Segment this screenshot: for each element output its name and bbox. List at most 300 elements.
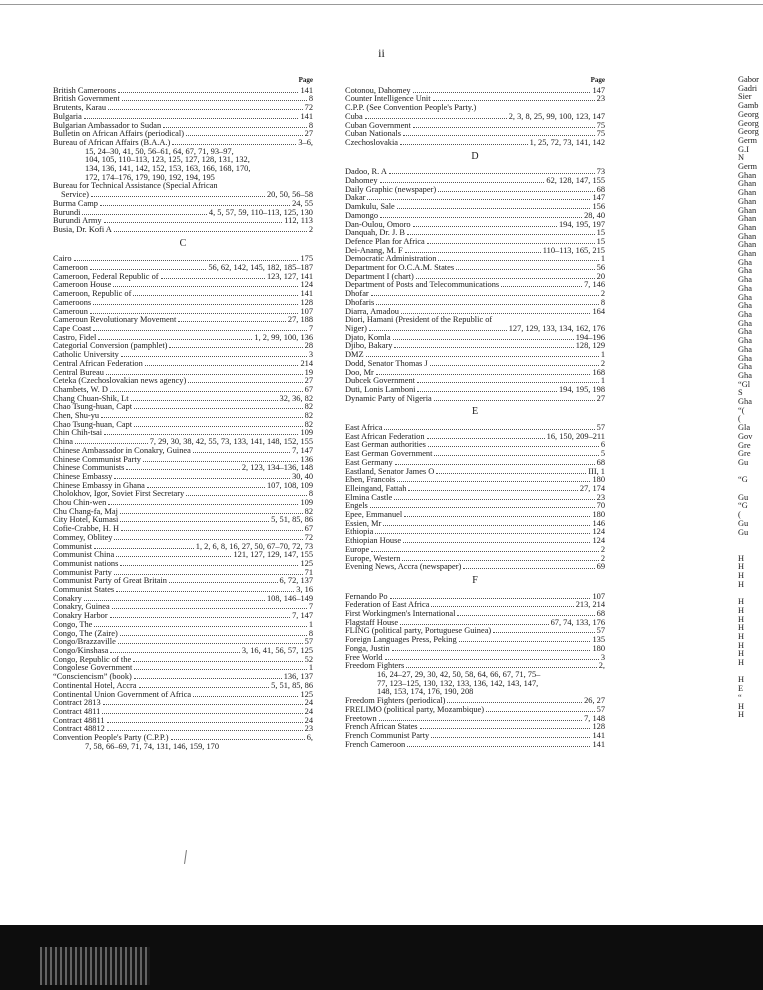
cropped-index-text: Gha	[738, 283, 752, 293]
top-rule	[0, 4, 763, 5]
dot-leader	[134, 669, 306, 670]
index-entry-name: Epee, Emmanuel	[345, 510, 403, 520]
cropped-index-text: Gha	[738, 370, 752, 380]
dot-leader	[163, 127, 307, 128]
index-entry-name: Cairo	[53, 254, 72, 264]
dot-leader	[416, 278, 595, 279]
cropped-index-text: H	[738, 605, 745, 615]
index-entry-pages: 109	[300, 498, 313, 508]
dot-leader	[407, 234, 595, 235]
cropped-index-text: Gu	[738, 457, 749, 467]
index-entry-pages: 16, 150, 209–211	[546, 431, 605, 441]
index-entry-pages: 72	[304, 103, 313, 113]
index-entry-name: Catholic University	[53, 350, 119, 360]
index-entry-name: Bulgaria	[53, 111, 82, 121]
index-entry-pages: 4, 5, 57, 59, 110–113, 125, 130	[208, 207, 313, 217]
index-entry-name: Freetown	[345, 713, 377, 723]
index-entry-pages: 175	[300, 254, 313, 264]
dot-leader	[456, 269, 595, 270]
dot-leader	[392, 650, 591, 651]
cropped-index-text: Germ	[738, 162, 758, 172]
index-entry-pages: 6, 72, 137	[279, 576, 313, 586]
index-entry-pages: 7	[308, 323, 313, 333]
index-entry-pages: 71	[304, 567, 313, 577]
index-entry-pages: 8	[308, 94, 313, 104]
index-entry-pages: 125	[300, 689, 313, 699]
index-entry-pages: 67	[304, 524, 313, 534]
dot-leader	[385, 659, 599, 660]
index-entry-pages: 69	[596, 562, 605, 572]
index-entry-pages: 2	[600, 358, 605, 368]
cropped-index-text: Ghan	[738, 179, 757, 189]
index-entry-pages: 15	[596, 236, 605, 246]
dot-leader	[413, 127, 595, 128]
dot-leader	[110, 391, 303, 392]
cropped-index-text: Gu	[738, 518, 749, 528]
index-entry-name: Burundi Army	[53, 216, 102, 226]
cropped-index-text: Gha	[738, 397, 752, 407]
cropped-index-text: (	[738, 510, 741, 520]
index-entry-name: Chu Chang-fa, Maj	[53, 506, 118, 516]
cropped-index-text: Gha	[738, 301, 752, 311]
cropped-index-text: Gha	[738, 257, 752, 267]
index-entry-name: Bulletin on African Affairs (periodical)	[53, 129, 185, 139]
dot-leader	[397, 208, 591, 209]
dot-leader	[110, 652, 239, 653]
cropped-index-text: Sier	[738, 92, 752, 102]
index-entry-pages: 213, 214	[575, 600, 605, 610]
dot-leader	[103, 704, 303, 705]
index-entry-name: DMZ	[345, 350, 364, 360]
dot-leader	[108, 504, 298, 505]
dot-leader	[120, 565, 298, 566]
page-column-header: Page	[590, 76, 605, 84]
index-entry-pages: 136	[300, 454, 313, 464]
index-entry-pages: 32, 36, 82	[279, 393, 313, 403]
index-entry-name: Federation of East Africa	[345, 600, 430, 610]
entries-b2	[53, 191, 313, 235]
index-entry-name: East Africa	[345, 423, 383, 433]
index-entry-name: Cameroons	[53, 297, 92, 307]
index-entry-name: Cofie-Crabbe, H. H	[53, 524, 120, 534]
index-entry-pages: 121, 127, 129, 147, 155	[233, 550, 313, 560]
cropped-index-text: Gha	[738, 327, 752, 337]
dot-leader	[178, 321, 286, 322]
dot-leader	[114, 231, 307, 232]
index-entry-name: French African States	[345, 722, 418, 732]
page-ref-continuation: 15, 24–30, 41, 50, 56–61, 64, 67, 71, 93–97,	[85, 146, 234, 156]
dot-leader	[486, 711, 595, 712]
index-entry-pages: 168	[592, 367, 605, 377]
index-entry-name: Democratic Administration	[345, 254, 437, 264]
cropped-index-text: (	[738, 414, 741, 424]
dot-leader	[394, 499, 594, 500]
index-entry-name: Dadoo, R. A	[345, 167, 387, 177]
dot-leader	[431, 606, 573, 607]
dot-leader	[427, 243, 595, 244]
index-entry	[345, 494, 605, 503]
cropped-index-text: E	[738, 684, 744, 694]
dot-leader	[434, 455, 598, 456]
pencil-mark	[184, 850, 187, 864]
dot-leader	[143, 461, 299, 462]
index-entry-pages: 82	[304, 506, 313, 516]
dot-leader	[94, 548, 194, 549]
index-entry-name: Defence Plan for Africa	[345, 236, 425, 246]
index-entry-name: Contract 2813	[53, 698, 101, 708]
index-entry-name: Chambets, W. D	[53, 384, 108, 394]
index-entry-name: Continental Union Government of Africa	[53, 689, 192, 699]
index-entry-name: Brutents, Karau	[53, 103, 107, 113]
index-entry-name: Fernando Po	[345, 591, 388, 601]
dot-leader	[376, 304, 599, 305]
index-entry-name: Dubcek Government	[345, 376, 416, 386]
index-entry-name: Chinese Ambassador in Conakry, Guinea	[53, 445, 191, 455]
index-entry-name: Chao Tsung-huan, Capt	[53, 419, 133, 429]
cropped-index-text: Gha	[738, 292, 752, 302]
index-entry-pages: 147	[592, 193, 605, 203]
dot-leader	[120, 635, 307, 636]
cropped-index-text: H	[738, 579, 745, 589]
index-entry-pages: 141	[300, 289, 313, 299]
entries-b	[53, 87, 313, 148]
index-entry-pages: 180	[592, 643, 605, 653]
index-entry-name: Chinese Communists	[53, 463, 125, 473]
dot-leader	[116, 556, 231, 557]
index-entry-text: Diori, Hamani (President of the Republic of	[345, 315, 493, 325]
cropped-index-text: Gamb	[738, 101, 759, 111]
index-entry-pages: 70	[596, 501, 605, 511]
index-entry-name: Dahomey	[345, 176, 378, 186]
index-entry-name: Cameroon, Federal Republic of	[53, 271, 159, 281]
dot-leader	[121, 530, 303, 531]
index-entry-pages: 214	[300, 358, 313, 368]
entries-f2	[345, 697, 605, 749]
cropped-index-text: Ghan	[738, 214, 757, 224]
cropped-index-text: Ghan	[738, 188, 757, 198]
index-entry-pages: 108, 146–149	[266, 593, 313, 603]
index-entry-pages: 57	[596, 704, 605, 714]
index-entry-name: Evening News, Accra (newspaper)	[345, 562, 462, 572]
index-entry-pages: 180	[592, 510, 605, 520]
index-entry-pages: 1	[600, 254, 605, 264]
dot-leader	[193, 452, 290, 453]
index-entry-pages: 24	[304, 715, 313, 725]
page-ref-continuation: 134, 136, 141, 142, 152, 153, 163, 166, 168, 170,	[85, 164, 251, 174]
index-entry-name: Dhofar	[345, 289, 369, 299]
index-entry-pages: 75	[596, 129, 605, 139]
dot-leader	[395, 464, 595, 465]
cropped-index-text: Gadri	[738, 83, 758, 93]
index-entry-name: Communist Party	[53, 567, 112, 577]
dot-leader	[75, 443, 148, 444]
cropped-index-text: H	[738, 710, 745, 720]
index-entry-name: British Cameroons	[53, 85, 117, 95]
index-entry	[53, 299, 313, 308]
index-entry-name: First Workingmen's International	[345, 609, 456, 619]
dot-leader	[417, 391, 556, 392]
index-entry-name: Communist nations	[53, 558, 119, 568]
cropped-index-text: Georg	[738, 109, 759, 119]
cropped-index-text: Ghan	[738, 231, 757, 241]
dot-leader	[384, 429, 594, 430]
cropped-index-text: H	[738, 571, 745, 581]
index-entry-name: Freedom Fighters (periodical)	[345, 696, 446, 706]
index-column-middle	[345, 76, 605, 749]
index-entry-name: Department I (chart)	[345, 271, 414, 281]
cropped-index-text: Ghan	[738, 170, 757, 180]
index-entry-pages: 125	[300, 558, 313, 568]
dot-leader	[365, 118, 507, 119]
index-entry-pages: 123, 127, 141	[266, 271, 313, 281]
dot-leader	[113, 286, 298, 287]
index-entry-pages: 128	[592, 722, 605, 732]
dot-leader	[397, 481, 590, 482]
dot-leader	[390, 598, 591, 599]
cropped-index-text: H	[738, 649, 745, 659]
index-entry-name: East German Government	[345, 449, 433, 459]
page-ref-continuation: 172, 174–176, 179, 190, 192, 194, 195	[85, 172, 215, 182]
dot-leader	[169, 582, 278, 583]
index-entry-name: Free World	[345, 652, 383, 662]
dot-leader	[171, 739, 305, 740]
cropped-index-text: G.I	[738, 144, 749, 154]
dot-leader	[404, 516, 590, 517]
dot-leader	[90, 269, 206, 270]
index-entry-pages: 141	[592, 730, 605, 740]
index-entry-name: Convention People's Party (C.P.P.)	[53, 733, 169, 743]
index-entry-pages: 136, 137	[283, 672, 313, 682]
index-entry-name: Congolese Government	[53, 663, 133, 673]
index-entry-name: Diarra, Amadou	[345, 306, 399, 316]
cropped-index-text: Gha	[738, 336, 752, 346]
index-entry-pages: 141	[300, 85, 313, 95]
dot-leader	[101, 417, 303, 418]
dot-leader	[161, 278, 265, 279]
index-entry-name: Cape Coast	[53, 323, 92, 333]
dot-leader	[438, 191, 594, 192]
dot-leader	[493, 632, 594, 633]
index-entry-pages: 72	[304, 532, 313, 542]
index-entry-name: East German authorities	[345, 440, 426, 450]
dot-leader	[106, 374, 303, 375]
dot-leader	[169, 347, 302, 348]
cropped-index-text: Gha	[738, 318, 752, 328]
dot-leader	[457, 615, 594, 616]
cropped-index-text	[738, 537, 763, 546]
index-entry-name: Chin Chih-tsai	[53, 428, 103, 438]
cropped-index-text: “	[738, 692, 742, 702]
dot-leader	[379, 720, 582, 721]
dot-leader	[104, 434, 298, 435]
cropped-index-text: Gha	[738, 266, 752, 276]
dot-leader	[367, 199, 590, 200]
dot-leader	[116, 591, 294, 592]
dot-leader	[401, 313, 590, 314]
index-entry-pages: 6	[600, 440, 605, 450]
index-entry-pages: 112, 113	[284, 216, 313, 226]
dot-leader	[93, 304, 298, 305]
dot-leader	[427, 438, 545, 439]
dot-leader	[74, 260, 299, 261]
ff-continuation	[345, 671, 605, 697]
index-entry-name: Cuba	[345, 111, 363, 121]
cropped-index-text: H	[738, 631, 745, 641]
index-entry-pages: 52	[304, 654, 313, 664]
index-entry-pages: 124	[300, 280, 313, 290]
index-entry-pages: 56	[596, 263, 605, 273]
dot-leader	[400, 624, 548, 625]
dot-leader	[93, 330, 306, 331]
dot-leader	[383, 525, 590, 526]
index-entry-name: Contract 48812	[53, 724, 105, 734]
cropped-index-text: H	[738, 640, 745, 650]
index-entry-pages: 75	[596, 120, 605, 130]
index-entry-pages: 8	[308, 628, 313, 638]
index-entry-name: FLING (political party, Portuguese Guinea)	[345, 626, 492, 636]
index-entry-pages: 7, 29, 30, 38, 42, 55, 73, 133, 141, 148, 152, 155	[149, 437, 313, 447]
index-column-right-cropped	[738, 76, 763, 720]
dot-leader	[371, 295, 599, 296]
index-entry-name: Cameroon House	[53, 280, 112, 290]
index-entry	[345, 281, 605, 290]
dot-leader	[94, 626, 306, 627]
index-entry-name: Department of Posts and Telecommunications	[345, 280, 500, 290]
dot-leader	[459, 641, 591, 642]
dot-leader	[380, 182, 545, 183]
index-entry-name: Communist Party of Great Britain	[53, 576, 167, 586]
dot-leader	[147, 487, 265, 488]
index-entry-name: Burundi	[53, 207, 81, 217]
index-entry-name: Dynamic Party of Nigeria	[345, 393, 432, 403]
index-entry-name: Cameroon	[53, 263, 88, 273]
dot-leader	[436, 473, 586, 474]
index-entry-name: Congo/Kinshasa	[53, 646, 109, 655]
cropped-index-text: Gha	[738, 275, 752, 285]
index-entry	[345, 520, 605, 529]
index-entry-pages: 2	[600, 289, 605, 299]
index-entry	[345, 741, 605, 750]
cropped-index-text: Georg	[738, 127, 759, 137]
cropped-index-text: Gu	[738, 492, 749, 502]
cropped-index-text: Gre	[738, 440, 751, 450]
index-entry-name: Chinese Embassy in Ghana	[53, 480, 145, 490]
section-letter-d: D	[471, 150, 479, 162]
index-entry-name: Commey, Oblitey	[53, 532, 113, 542]
index-entry-pages: 1	[308, 663, 313, 673]
index-entry-pages: 20, 50, 56–58	[266, 190, 313, 200]
index-entry-name: Eben, Francois	[345, 475, 396, 485]
dot-leader	[428, 446, 599, 447]
index-entry-pages: 1	[600, 350, 605, 360]
index-entry-pages: 5, 51, 85, 86	[271, 515, 313, 525]
index-entry-name: Communist States	[53, 585, 115, 595]
dot-leader	[120, 521, 269, 522]
dot-leader	[438, 260, 598, 261]
cropped-index-text: H	[738, 623, 745, 633]
index-entry-name: Cameroun	[53, 306, 88, 316]
dot-leader	[501, 286, 582, 287]
index-entry-name: Communist China	[53, 550, 115, 560]
index-entry-name: Freedom Fighters	[345, 661, 405, 671]
index-entry-pages: 5	[600, 449, 605, 459]
index-entry-name: Europe, Western	[345, 553, 401, 563]
dot-leader	[408, 490, 577, 491]
dot-leader	[114, 478, 290, 479]
index-entry-name: Fonga, Justin	[345, 643, 390, 653]
dot-leader	[112, 608, 307, 609]
cropped-index-text: “G	[738, 475, 748, 485]
index-entry-name: Continental Hotel, Accra	[53, 680, 137, 690]
dot-leader	[433, 100, 595, 101]
index-entry-pages: 23	[596, 492, 605, 502]
index-entry-pages: 3–6,	[298, 137, 313, 147]
index-entry-pages: 30, 40	[292, 471, 313, 481]
dot-leader	[107, 730, 303, 731]
dot-leader	[403, 542, 590, 543]
entries-d	[345, 168, 605, 316]
dot-leader	[133, 661, 302, 662]
index-entry-pages: 2	[600, 553, 605, 563]
dot-leader	[118, 92, 298, 93]
index-entry-name: “Consciencism” (book)	[53, 672, 132, 682]
cropped-index-text: Gha	[738, 344, 752, 354]
index-entry-pages: 68	[596, 457, 605, 467]
index-entry-name: Central Bureau	[53, 367, 104, 377]
index-entry-name: Congo, The (Zaire)	[53, 628, 118, 638]
index-entry-pages: 24, 55	[292, 198, 313, 208]
index-entry-pages: 124	[592, 527, 605, 537]
index-entry-pages: 82	[304, 419, 313, 429]
dot-leader	[420, 728, 591, 729]
index-entry-pages: 107	[592, 591, 605, 601]
index-entry-name: Damkulu, Sale	[345, 202, 395, 212]
section-letter-c: C	[179, 237, 187, 249]
dot-leader	[186, 135, 303, 136]
index-entry-pages: III, 1	[588, 466, 605, 476]
index-entry-pages: 27, 188	[287, 315, 313, 325]
dot-leader	[431, 737, 590, 738]
entries-d2	[345, 325, 605, 403]
index-entry-pages: 28, 40	[584, 210, 605, 220]
cropped-index-text: Gu	[738, 527, 749, 537]
index-entry-name: Counter Intelligence Unit	[345, 94, 431, 104]
dot-leader	[434, 400, 595, 401]
index-entry-name: Cuban Government	[345, 120, 411, 130]
dot-leader	[366, 356, 599, 357]
dot-leader	[413, 92, 591, 93]
index-entry	[53, 226, 313, 235]
index-entry	[53, 612, 313, 621]
index-entry-name: Czechoslovakia	[345, 137, 399, 147]
cropped-index-text: “G	[738, 501, 748, 511]
dot-leader	[104, 222, 283, 223]
index-entry-pages: 164	[592, 306, 605, 316]
index-entry	[345, 395, 605, 404]
entries-e	[345, 424, 605, 572]
index-entry-name: Central African Federation	[53, 358, 143, 368]
cropped-index-text: Georg	[738, 118, 759, 128]
index-entry-name: Chinese Embassy	[53, 471, 113, 481]
index-entry-pages: 8	[600, 297, 605, 307]
dot-leader	[193, 696, 298, 697]
index-entry-pages: 7, 147	[292, 611, 313, 621]
baa-continuation	[53, 148, 313, 183]
index-entry-name: Castro, Fidel	[53, 332, 97, 342]
index-entry	[345, 203, 605, 212]
index-entry-pages: 3	[600, 652, 605, 662]
dot-leader	[186, 495, 307, 496]
